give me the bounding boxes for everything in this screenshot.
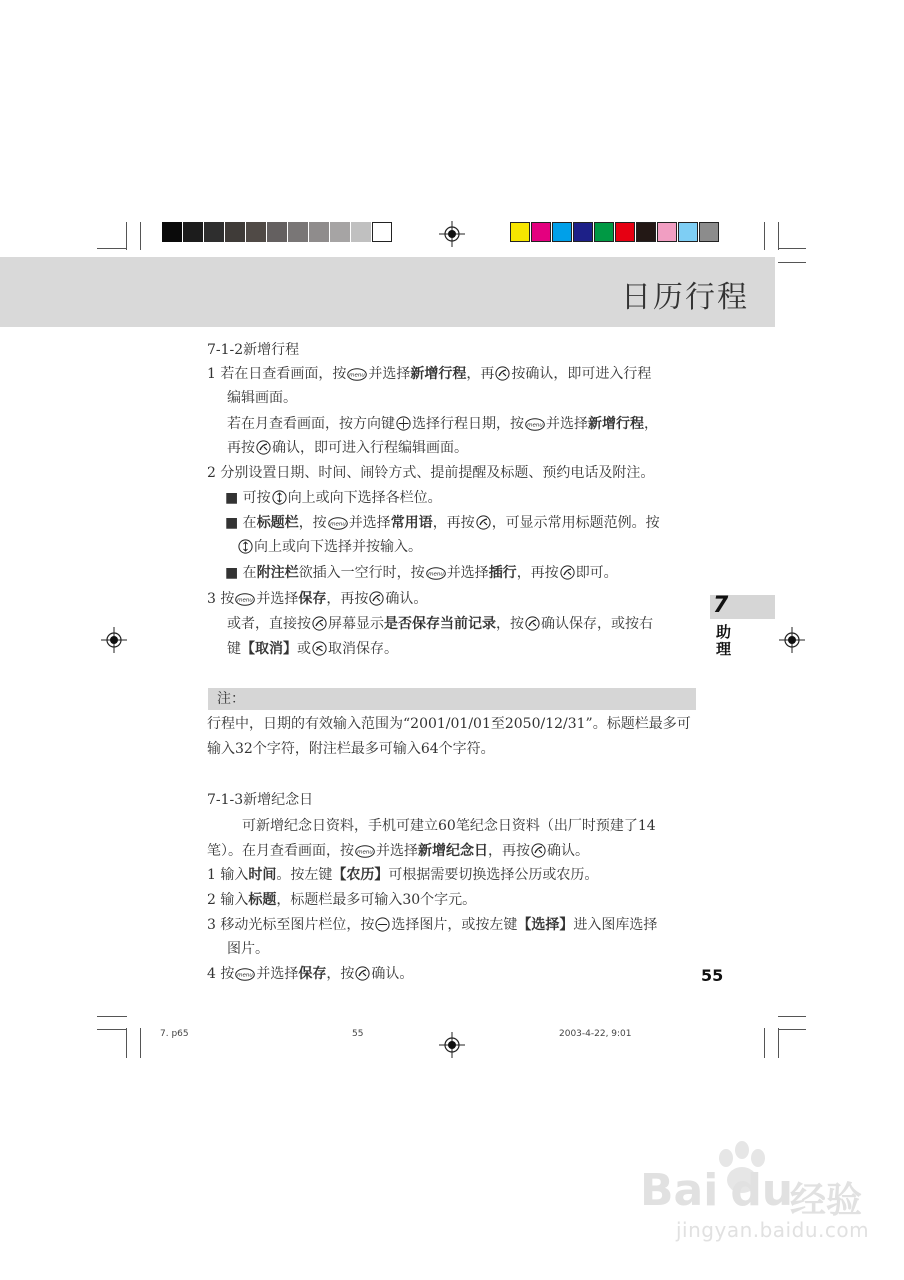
step-3 bbox=[207, 913, 657, 940]
text: 或 bbox=[297, 641, 311, 657]
gray-swatch bbox=[204, 222, 224, 242]
crop-mark bbox=[764, 222, 765, 250]
text: 屏幕显示 bbox=[328, 616, 384, 632]
text: 并选择 bbox=[256, 966, 299, 982]
text: ， bbox=[644, 416, 658, 432]
step-2: 2 分别设置日期、时间、闹铃方式、提前提醒及标题、预约电话及附注。 bbox=[207, 465, 655, 481]
text: 确认。 bbox=[547, 843, 589, 859]
text: 3 移动光标至图片栏位，按 bbox=[207, 917, 375, 933]
registration-target-icon bbox=[779, 627, 805, 653]
step-3 bbox=[207, 587, 427, 614]
text: 确认。 bbox=[385, 591, 428, 607]
gray-swatch bbox=[351, 222, 371, 242]
crop-mark bbox=[778, 262, 806, 263]
crop-mark bbox=[778, 1016, 806, 1017]
text: 或者，直接按 bbox=[227, 616, 311, 632]
step-1 bbox=[207, 863, 598, 887]
gray-swatch bbox=[183, 222, 203, 242]
text-bold: 是否保存当前记录 bbox=[384, 616, 496, 632]
step-3-alt-cont bbox=[227, 637, 398, 664]
menu-key-icon bbox=[525, 415, 545, 439]
crop-mark bbox=[778, 1028, 779, 1058]
text: 并选择 bbox=[368, 366, 411, 382]
color-swatch bbox=[552, 222, 572, 242]
text: ，再按 bbox=[432, 515, 475, 531]
text: 并选择 bbox=[446, 565, 489, 581]
ok-key-icon bbox=[355, 965, 370, 989]
text: ■ 在 bbox=[225, 565, 257, 581]
crop-mark bbox=[778, 248, 806, 249]
step-1-cont: 编辑画面。 bbox=[227, 390, 297, 406]
text: 向上或向下选择各栏位。 bbox=[287, 490, 442, 506]
bullet-1 bbox=[225, 486, 442, 513]
crop-mark bbox=[97, 1029, 127, 1030]
paragraph bbox=[207, 839, 589, 866]
step-1-alt-cont bbox=[227, 436, 468, 463]
crop-mark bbox=[140, 1028, 141, 1058]
text-bold: 新增纪念日 bbox=[418, 843, 488, 859]
color-swatch bbox=[699, 222, 719, 242]
crop-mark bbox=[97, 248, 127, 249]
text: 确认保存，或按右 bbox=[541, 616, 653, 632]
color-swatch bbox=[510, 222, 530, 242]
menu-key-icon bbox=[235, 965, 255, 989]
up-down-key-icon bbox=[272, 489, 287, 513]
text: ，按 bbox=[326, 966, 355, 982]
text: ，再按 bbox=[516, 565, 559, 581]
cancel-key-icon bbox=[312, 640, 327, 664]
ok-key-icon bbox=[256, 439, 271, 463]
paragraph: 可新增纪念日资料，手机可建立60笔纪念日资料（出厂时预建了14 bbox=[242, 818, 656, 834]
text: 取消保存。 bbox=[328, 641, 398, 657]
color-swatch bbox=[615, 222, 635, 242]
text: 选择图片，或按左键 bbox=[391, 917, 518, 933]
watermark-text: Bai bbox=[640, 1165, 719, 1216]
text: 并选择 bbox=[376, 843, 418, 859]
note-line: 行程中，日期的有效输入范围为“2001/01/01至2050/12/31”。标题栏最多可 bbox=[207, 716, 691, 732]
gray-swatch bbox=[162, 222, 182, 242]
text: 确认，即可进入行程编辑画面。 bbox=[272, 440, 468, 456]
svg-text:menu: menu bbox=[237, 597, 254, 604]
text: 若在月查看画面，按方向键 bbox=[227, 416, 395, 432]
text-bold: 新增行程 bbox=[410, 366, 467, 382]
svg-text:menu: menu bbox=[329, 521, 346, 528]
gray-swatch bbox=[330, 222, 350, 242]
text: 并选择 bbox=[348, 515, 391, 531]
text: 选择行程日期，按 bbox=[412, 416, 524, 432]
text: 即可。 bbox=[575, 565, 618, 581]
bullet-3 bbox=[225, 561, 618, 588]
text-bold: 时间 bbox=[248, 867, 277, 883]
text: 4 按 bbox=[207, 966, 235, 982]
text: ，按 bbox=[496, 616, 524, 632]
text-bold: 保存 bbox=[298, 966, 327, 982]
registration-target-icon bbox=[101, 627, 127, 653]
text: ，可显示常用标题范例。按 bbox=[491, 515, 660, 531]
page-number: 55 bbox=[701, 966, 724, 985]
chapter-number: 7 bbox=[713, 593, 729, 618]
ok-key-icon bbox=[525, 615, 540, 639]
registration-target-icon bbox=[439, 1032, 465, 1058]
bullet-2-cont bbox=[237, 535, 422, 562]
text-bold: 附注栏 bbox=[256, 565, 299, 581]
gray-swatch bbox=[288, 222, 308, 242]
section-heading: 7-1-2新增行程 bbox=[207, 342, 300, 358]
text: 并选择 bbox=[546, 416, 588, 432]
step-1 bbox=[207, 362, 651, 389]
ok-key-icon bbox=[495, 365, 510, 389]
svg-text:menu: menu bbox=[427, 571, 444, 578]
svg-text:menu: menu bbox=[349, 372, 366, 379]
text: ，标题栏最多可输入30个字元。 bbox=[276, 892, 477, 908]
ok-key-icon bbox=[560, 564, 575, 588]
text-bold: 标题栏 bbox=[256, 515, 299, 531]
gray-swatch bbox=[372, 222, 392, 242]
note-line: 输入32个字符，附注栏最多可输入64个字符。 bbox=[207, 741, 495, 757]
color-swatch bbox=[594, 222, 614, 242]
note-label: 注： bbox=[217, 691, 245, 707]
menu-key-icon bbox=[426, 564, 446, 588]
svg-text:menu: menu bbox=[357, 849, 373, 856]
text-bold: 标题 bbox=[248, 892, 277, 908]
text: ，再按 bbox=[326, 591, 369, 607]
text: 1 若在日查看画面，按 bbox=[207, 366, 347, 382]
menu-key-icon bbox=[347, 365, 367, 389]
text: ，再按 bbox=[488, 843, 530, 859]
step-2 bbox=[207, 888, 476, 912]
text: 笔）。在月查看画面，按 bbox=[207, 843, 354, 859]
crop-mark bbox=[126, 1028, 127, 1058]
chapter-label: 助 bbox=[716, 623, 732, 641]
color-swatch bbox=[636, 222, 656, 242]
page-title: 日历行程 bbox=[621, 280, 749, 315]
note-band bbox=[208, 688, 696, 710]
footer-date: 2003-4-22, 9:01 bbox=[559, 1029, 632, 1039]
text-bold: 新增行程 bbox=[588, 416, 644, 432]
text: 向上或向下选择并按输入。 bbox=[254, 539, 422, 555]
gray-swatch bbox=[267, 222, 287, 242]
left-right-key-icon bbox=[375, 916, 390, 940]
step-1-alt bbox=[227, 412, 658, 439]
gray-swatch bbox=[246, 222, 266, 242]
text: ，再 bbox=[466, 366, 495, 382]
menu-key-icon bbox=[235, 590, 255, 614]
svg-text:menu: menu bbox=[237, 972, 254, 979]
text: ■ 在 bbox=[225, 515, 257, 531]
watermark-brand bbox=[640, 1165, 793, 1216]
text: 1 输入 bbox=[207, 867, 249, 883]
crop-mark bbox=[778, 222, 779, 250]
step-3-alt bbox=[227, 612, 653, 639]
text: 可根据需要切换选择公历或农历。 bbox=[388, 867, 599, 883]
text: 按确认，即可进入行程 bbox=[511, 366, 652, 382]
text: 欲插入一空行时，按 bbox=[298, 565, 425, 581]
registration-target-icon bbox=[439, 221, 465, 247]
text: 键 bbox=[227, 641, 241, 657]
gray-swatch bbox=[309, 222, 329, 242]
crop-mark bbox=[140, 222, 141, 250]
bullet-2 bbox=[225, 511, 660, 538]
crop-mark bbox=[764, 1028, 765, 1058]
text-bold: 常用语 bbox=[390, 515, 433, 531]
footer-page: 55 bbox=[352, 1029, 364, 1039]
step-3-cont: 图片。 bbox=[227, 941, 269, 957]
text-bold: 【选择】 bbox=[517, 917, 574, 933]
ok-key-icon bbox=[476, 514, 491, 538]
color-swatch bbox=[678, 222, 698, 242]
gray-swatch bbox=[225, 222, 245, 242]
text: ■ 可按 bbox=[225, 490, 271, 506]
watermark-text: du bbox=[730, 1165, 794, 1216]
watermark-url: jingyan.baidu.com bbox=[676, 1218, 870, 1242]
color-swatch bbox=[657, 222, 677, 242]
text-bold: 保存 bbox=[298, 591, 327, 607]
svg-text:menu: menu bbox=[527, 422, 543, 429]
text-bold: 【农历】 bbox=[332, 867, 389, 883]
text: 3 按 bbox=[207, 591, 235, 607]
step-4 bbox=[207, 962, 413, 989]
text: 进入图库选择 bbox=[573, 917, 658, 933]
text: 。按左键 bbox=[276, 867, 333, 883]
ok-key-icon bbox=[369, 590, 384, 614]
text: 2 输入 bbox=[207, 892, 249, 908]
footer-file: 7. p65 bbox=[160, 1029, 189, 1039]
crop-mark bbox=[126, 222, 127, 250]
ok-key-icon bbox=[312, 615, 327, 639]
text: 并选择 bbox=[256, 591, 299, 607]
section-heading: 7-1-3新增纪念日 bbox=[207, 792, 314, 808]
crop-mark bbox=[778, 1029, 806, 1030]
chapter-label: 理 bbox=[716, 640, 732, 658]
up-down-key-icon bbox=[238, 538, 253, 562]
text: 确认。 bbox=[371, 966, 414, 982]
text: ，按 bbox=[298, 515, 327, 531]
crop-mark bbox=[97, 1016, 127, 1017]
watermark-cn: 经验 bbox=[790, 1180, 863, 1221]
text-bold: 【取消】 bbox=[241, 641, 297, 657]
text-bold: 插行 bbox=[488, 565, 517, 581]
color-swatch bbox=[531, 222, 551, 242]
color-swatch bbox=[573, 222, 593, 242]
text: 再按 bbox=[227, 440, 255, 456]
